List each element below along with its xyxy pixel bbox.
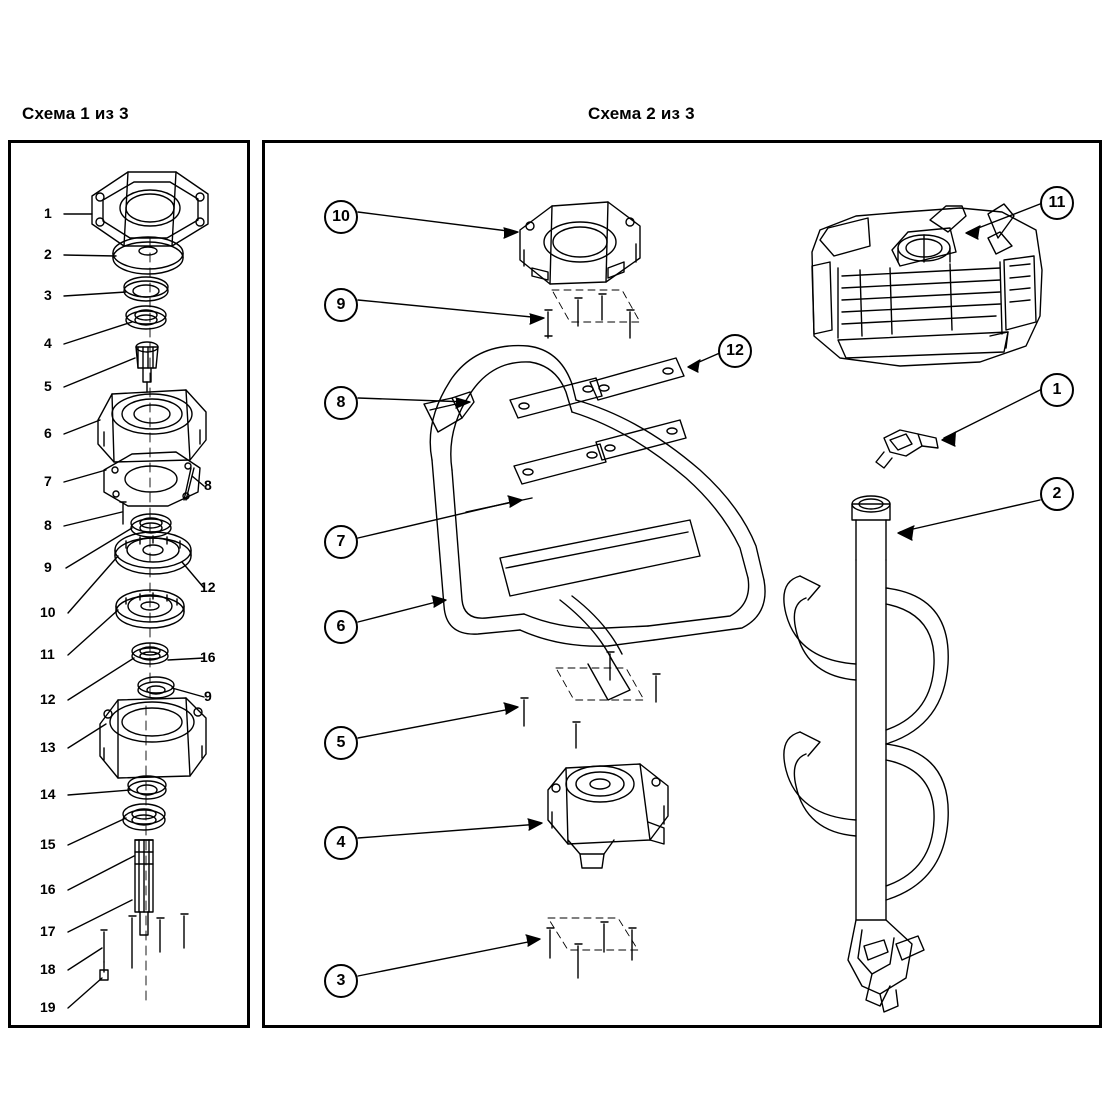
- left-label-6: 6: [44, 425, 52, 441]
- left-label-13: 13: [40, 739, 56, 755]
- left-label-8: 8: [44, 517, 52, 533]
- left-label-10: 10: [40, 604, 56, 620]
- callout-9: 9: [324, 288, 358, 322]
- callout-10: 10: [324, 200, 358, 234]
- callout-6: 6: [324, 610, 358, 644]
- callout-8: 8: [324, 386, 358, 420]
- callout-11: 11: [1040, 186, 1074, 220]
- left-label-1: 1: [44, 205, 52, 221]
- callout-3: 3: [324, 964, 358, 998]
- callout-1: 1: [1040, 373, 1074, 407]
- callout-4: 4: [324, 826, 358, 860]
- left-label-11: 11: [40, 646, 55, 662]
- left-label-12: 12: [40, 691, 56, 707]
- left-label-18: 18: [40, 961, 56, 977]
- left-label-9: 9: [44, 559, 52, 575]
- left-label-16: 16: [40, 881, 56, 897]
- panel-right-border: [262, 140, 1102, 1028]
- left-label-7: 7: [44, 473, 52, 489]
- left-label-3: 3: [44, 287, 52, 303]
- callout-12: 12: [718, 334, 752, 368]
- left-label-5: 5: [44, 378, 52, 394]
- left-label-12b: 12: [200, 579, 216, 595]
- callout-5: 5: [324, 726, 358, 760]
- left-label-9b: 9: [204, 688, 212, 704]
- panel-title-left: Схема 1 из 3: [22, 104, 129, 123]
- left-label-15: 15: [40, 836, 56, 852]
- left-label-19: 19: [40, 999, 56, 1015]
- left-label-8b: 8: [204, 477, 212, 493]
- callout-2: 2: [1040, 477, 1074, 511]
- left-label-17: 17: [40, 923, 56, 939]
- callout-7: 7: [324, 525, 358, 559]
- panel-title-right: Схема 2 из 3: [588, 104, 695, 123]
- left-label-14: 14: [40, 786, 56, 802]
- left-label-16b: 16: [200, 649, 216, 665]
- left-label-4: 4: [44, 335, 52, 351]
- left-label-2: 2: [44, 246, 52, 262]
